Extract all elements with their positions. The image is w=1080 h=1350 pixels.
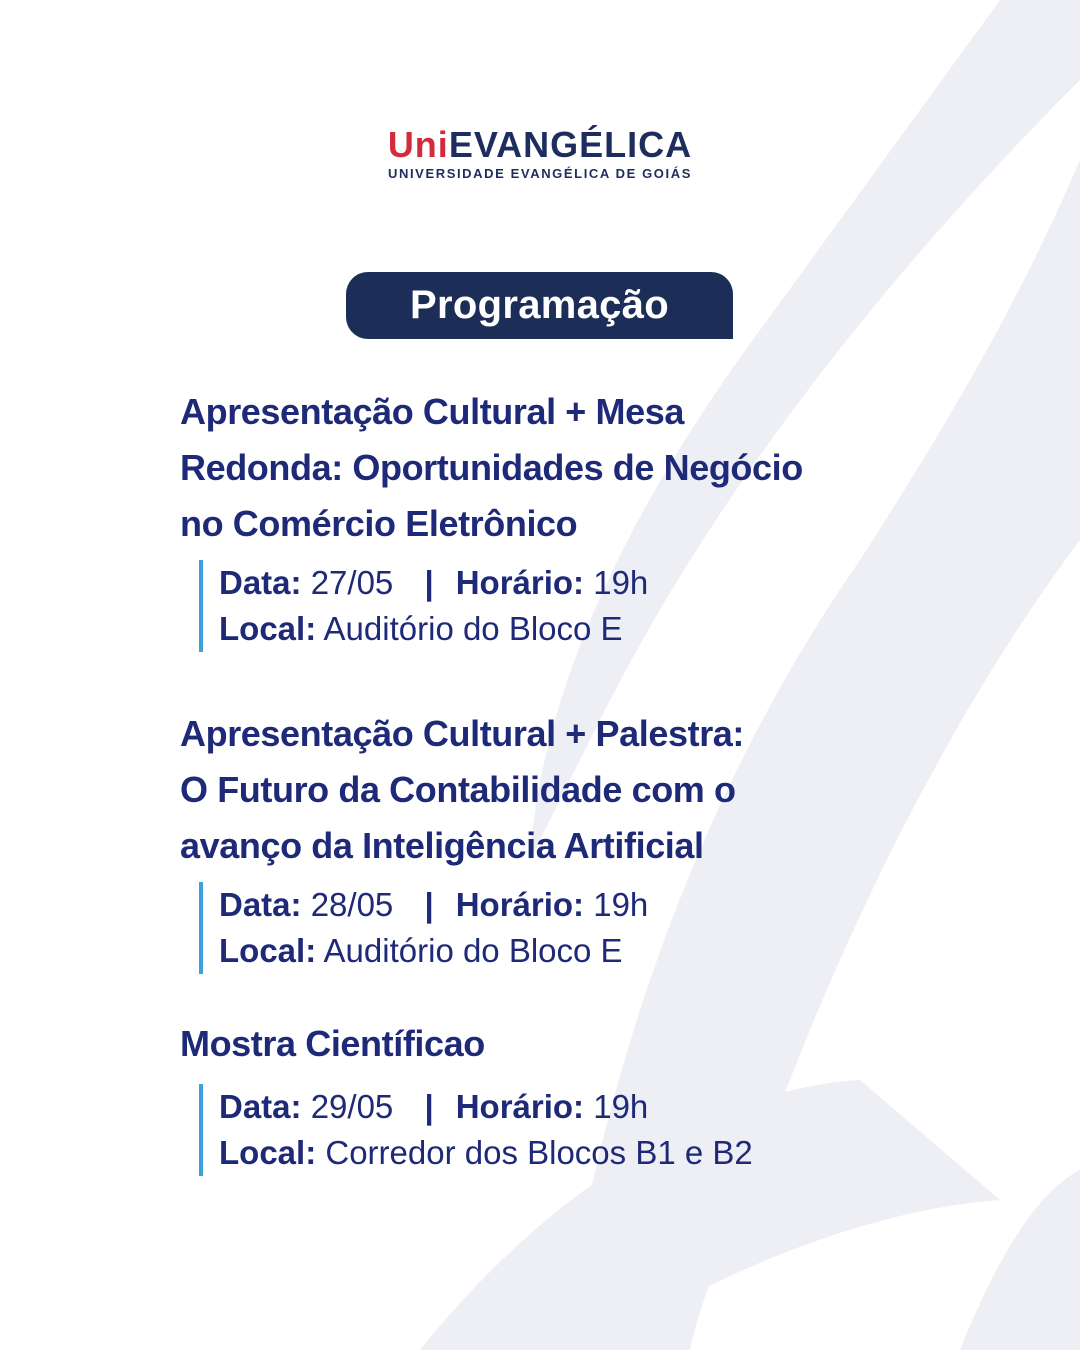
time-value: 19h	[593, 564, 649, 601]
event-title	[180, 706, 744, 874]
event-title-line: Apresentação Cultural + Palestra:	[180, 713, 745, 754]
event-item	[180, 706, 744, 974]
event-title-line: Redonda: Oportunidades de Negócio	[180, 447, 803, 488]
event-details	[199, 882, 744, 974]
event-title-line: avanço da Inteligência Artificial	[180, 825, 704, 866]
time-label: Horário:	[455, 1088, 585, 1125]
date-label: Data:	[219, 564, 302, 601]
programacao-badge	[346, 272, 733, 339]
event-item	[180, 384, 803, 652]
event-title-line: Mostra Científicao	[180, 1023, 485, 1064]
time-label: Horário:	[455, 564, 585, 601]
event-place-row	[219, 606, 803, 652]
separator: |	[424, 1088, 434, 1125]
event-place-row	[219, 928, 744, 974]
time-label: Horário:	[455, 886, 585, 923]
time-value: 19h	[593, 886, 649, 923]
time-value: 19h	[593, 1088, 649, 1125]
logo-evangelica: EVANGÉLICA	[448, 124, 693, 165]
event-title	[180, 1016, 753, 1072]
event-date-time-row	[219, 882, 744, 928]
separator: |	[424, 886, 434, 923]
event-date-time-row	[219, 560, 803, 606]
separator: |	[424, 564, 434, 601]
event-title-line: Apresentação Cultural + Mesa	[180, 391, 684, 432]
place-label: Local:	[219, 932, 317, 969]
date-label: Data:	[219, 1088, 302, 1125]
event-title-line: no Comércio Eletrônico	[180, 503, 578, 544]
date-value: 27/05	[310, 564, 394, 601]
place-label: Local:	[219, 1134, 317, 1171]
date-label: Data:	[219, 886, 302, 923]
date-value: 29/05	[310, 1088, 394, 1125]
page-title: Programação	[410, 283, 669, 327]
date-value: 28/05	[310, 886, 394, 923]
logo-tagline: UNIVERSIDADE EVANGÉLICA DE GOIÁS	[387, 166, 692, 181]
event-details	[199, 1084, 753, 1176]
logo-wordmark	[0, 124, 1080, 166]
place-value: Auditório do Bloco E	[323, 932, 623, 969]
logo-uni: Uni	[387, 124, 449, 165]
place-label: Local:	[219, 610, 317, 647]
event-date-time-row	[219, 1084, 753, 1130]
event-item	[180, 1016, 753, 1176]
event-place-row	[219, 1130, 753, 1176]
place-value: Auditório do Bloco E	[323, 610, 623, 647]
place-value: Corredor dos Blocos B1 e B2	[325, 1134, 753, 1171]
event-title-line: O Futuro da Contabilidade com o	[180, 769, 736, 810]
event-details	[199, 560, 803, 652]
university-logo	[0, 124, 1080, 182]
event-title	[180, 384, 803, 552]
